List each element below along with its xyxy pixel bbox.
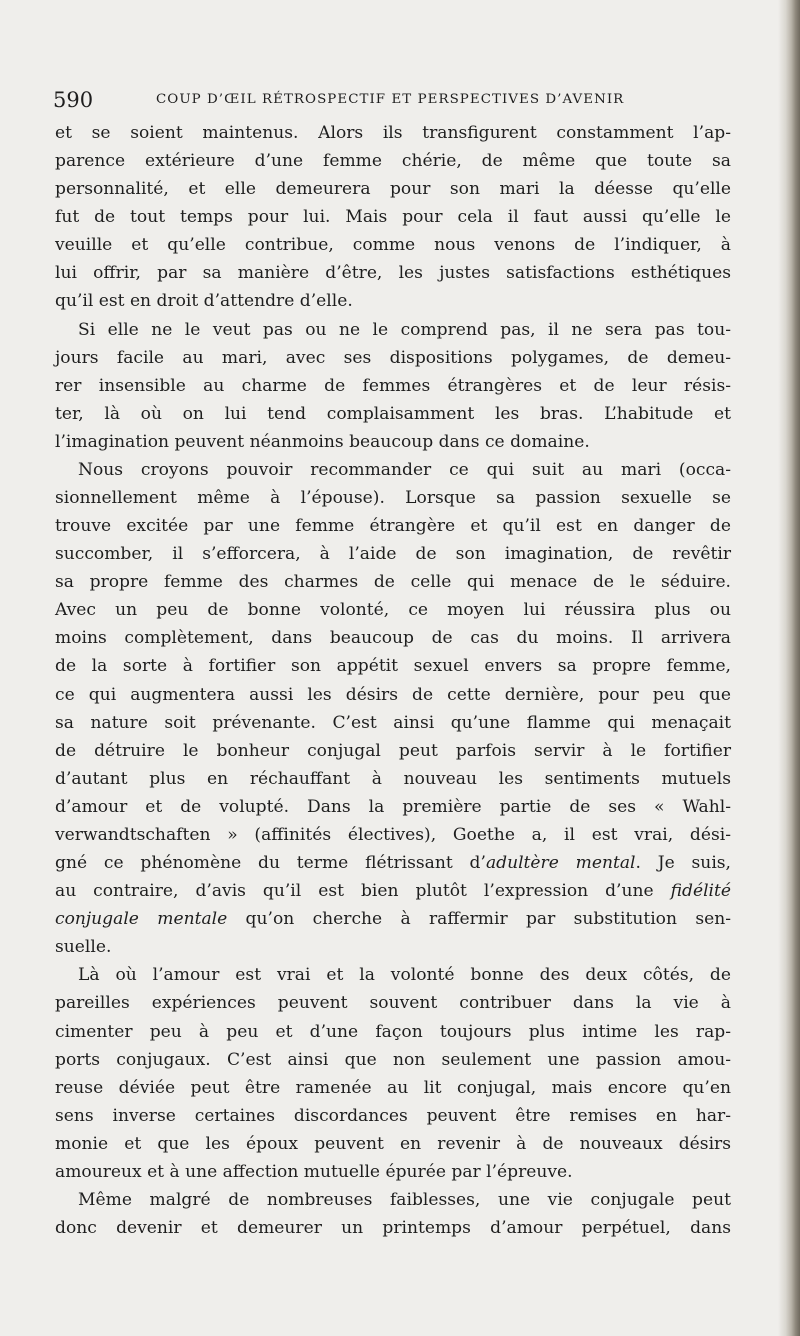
italic-term-conjugale-mentale: conjugale mentale — [55, 909, 228, 930]
text-line: reuse déviée peut être ramenée au lit conjugal, mais encore qu’en — [55, 1077, 731, 1098]
text-line: amoureux et à une affection mutuelle épurée par l’épreuve. — [55, 1161, 573, 1182]
body-text — [55, 119, 731, 1242]
text-line: donc devenir et demeurer un printemps d’amour perpétuel, dans — [55, 1218, 731, 1239]
text-line: suelle. — [55, 937, 112, 958]
text-line: de détruire le bonheur conjugal peut parfois servir à le fortifier — [55, 740, 731, 761]
text-line: veuille et qu’elle contribue, comme nous venons de l’indiquer, à — [55, 235, 731, 256]
text-line: ce qui augmentera aussi les désirs de cette dernière, pour peu que — [55, 684, 731, 705]
text-line: trouve excitée par une femme étrangère et qu’il est en danger de — [55, 516, 731, 537]
text-line: monie et que les époux peuvent en revenir à de nouveaux désirs — [55, 1133, 731, 1154]
text-line: ter, là où on lui tend complaisamment les bras. L’habitude et — [55, 403, 731, 424]
italic-term-adultere-mental: adultère mental — [485, 853, 636, 874]
text-line: Si elle ne le veut pas ou ne le comprend pas, il ne sera pas tou- — [78, 319, 731, 340]
text-line: d’autant plus en réchauffant à nouveau les sentiments mutuels — [55, 768, 731, 789]
text-segment: qu’on cherche à raffermir par substitution sen- — [227, 909, 731, 930]
text-line: l’imagination peuvent néanmoins beaucoup dans ce domaine. — [55, 431, 590, 452]
text-line: cimenter peu à peu et d’une façon toujours plus intime les rap- — [55, 1021, 731, 1042]
text-line: jours facile au mari, avec ses dispositions polygames, de demeu- — [55, 347, 731, 368]
text-line: sa nature soit prévenante. C’est ainsi qu’une flamme qui menaçait — [55, 712, 731, 733]
page-edge-shadow — [778, 0, 800, 1336]
text-line: succomber, il s’efforcera, à l’aide de son imagination, de revêtir — [55, 544, 731, 565]
text-line — [55, 849, 731, 877]
text-line: lui offrir, par sa manière d’être, les justes satisfactions esthétiques — [55, 263, 731, 284]
text-line: sa propre femme des charmes de celle qui menace de le séduire. — [55, 572, 731, 593]
page-header — [53, 88, 693, 114]
text-line: verwandtschaften » (affinités électives), Goethe a, il est vrai, dési- — [55, 824, 731, 845]
text-line: sens inverse certaines discordances peuvent être remises en har- — [55, 1105, 731, 1126]
text-segment: au contraire, d’avis qu’il est bien plutôt l’expression d’une — [55, 881, 671, 902]
text-line: parence extérieure d’une femme chérie, de même que toute sa — [55, 151, 731, 172]
text-segment: . Je suis, — [635, 853, 731, 874]
page-number: 590 — [53, 88, 94, 112]
italic-term-fidelite: fidélité — [670, 881, 731, 902]
text-line: ports conjugaux. C’est ainsi que non seulement une passion amou- — [55, 1049, 731, 1070]
text-line: pareilles expériences peuvent souvent contribuer dans la vie à — [55, 993, 731, 1014]
text-line: et se soient maintenus. Alors ils transfigurent constamment l’ap- — [55, 123, 731, 143]
text-line: qu’il est en droit d’attendre d’elle. — [55, 291, 353, 312]
text-line: Même malgré de nombreuses faiblesses, une vie conjugale peut — [78, 1189, 731, 1210]
text-line: de la sorte à fortifier son appétit sexuel envers sa propre femme, — [55, 656, 731, 677]
text-line: Avec un peu de bonne volonté, ce moyen lui réussira plus ou — [55, 600, 731, 621]
running-title: COUP D’ŒIL RÉTROSPECTIF ET PERSPECTIVES D’AVENIR — [156, 92, 625, 107]
text-line — [55, 877, 731, 905]
text-line: personnalité, et elle demeurera pour son mari la déesse qu’elle — [55, 179, 731, 200]
text-line: Nous croyons pouvoir recommander ce qui suit au mari (occa- — [78, 459, 731, 480]
text-line: rer insensible au charme de femmes étrangères et de leur résis- — [55, 375, 731, 396]
text-line: Là où l’amour est vrai et la volonté bonne des deux côtés, de — [78, 965, 731, 986]
text-line — [55, 905, 731, 933]
text-line: d’amour et de volupté. Dans la première partie de ses « Wahl- — [55, 796, 731, 817]
text-line: moins complètement, dans beaucoup de cas du moins. Il arrivera — [55, 628, 731, 649]
text-segment: gné ce phénomène du terme flétrissant d’ — [55, 853, 486, 874]
text-line: sionnellement même à l’épouse). Lorsque sa passion sexuelle se — [55, 488, 731, 509]
text-line: fut de tout temps pour lui. Mais pour cela il faut aussi qu’elle le — [55, 207, 731, 228]
